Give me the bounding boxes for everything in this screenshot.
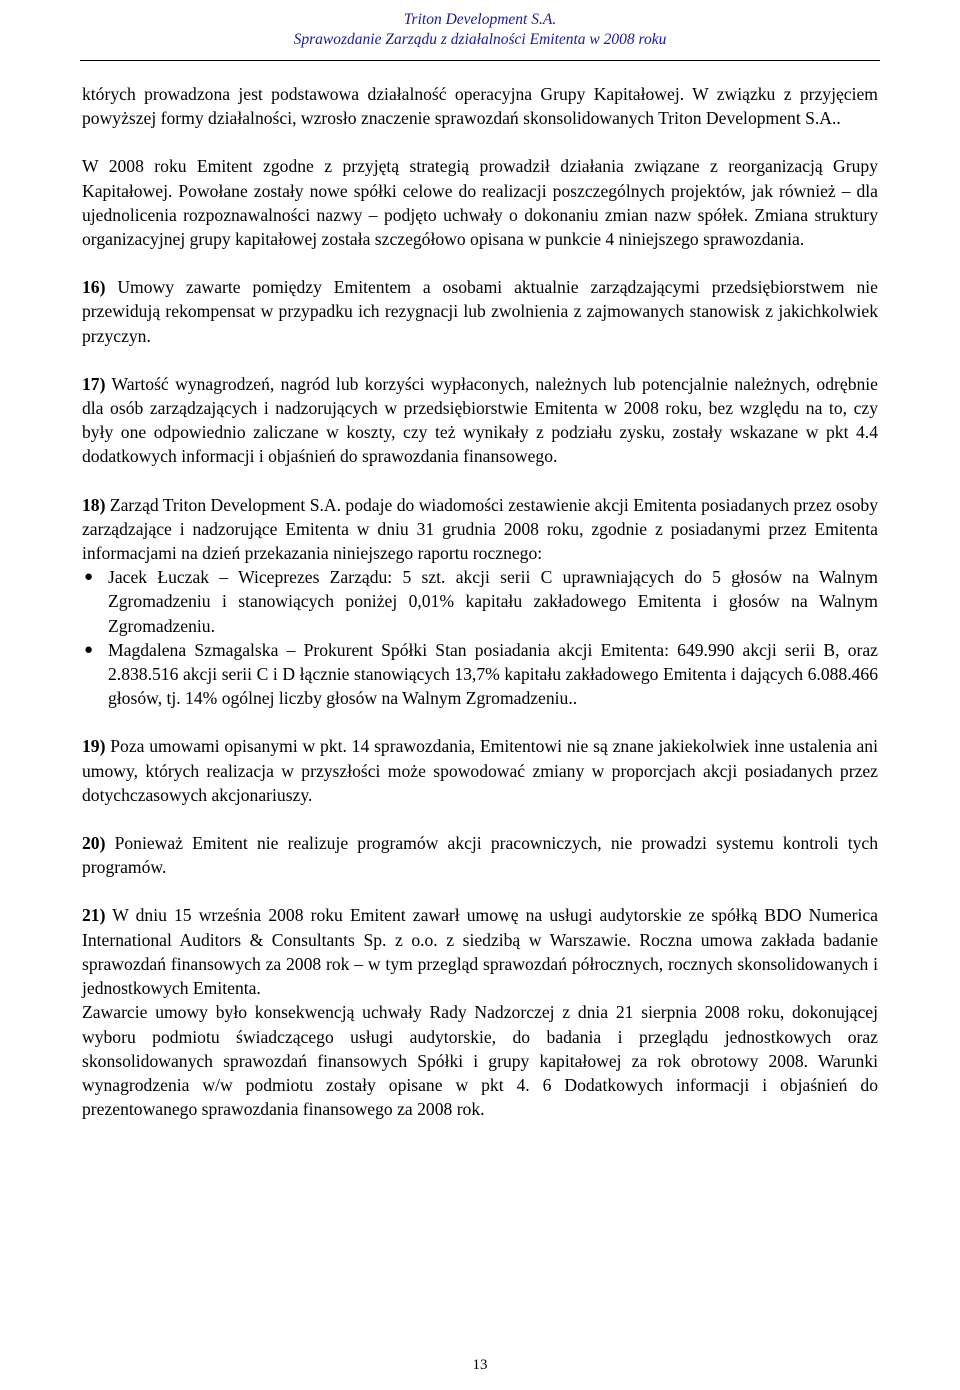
section-20 (82, 831, 878, 879)
section-21-number: 21) (82, 905, 106, 926)
section-19-text: Poza umowami opisanymi w pkt. 14 sprawozdania, Emitentowi nie są znane jakiekolwiek inne ustalenia ani umowy, których realizacja w przyszłości może spowodować zmiany w proporcjach akcji posiadanych przez dotychczasowych akcjonariuszy. (82, 736, 878, 805)
paragraph-group-structure: których prowadzona jest podstawowa działalność operacyjna Grupy Kapitałowej. W związku z przyjęciem powyższej formy działalności, wzrosło znaczenie sprawozdań skonsolidowanych Triton Development S.A.. (82, 84, 878, 129)
paragraph-reorganization: W 2008 roku Emitent zgodne z przyjętą strategią prowadził działania związane z reorganizacją Grupy Kapitałowej. Powołane zostały nowe spółki celowe do realizacji poszczególnych projektów, jak również – dla ujednolicenia rozpoznawalności nazwy – podjęto uchwały o dokonaniu zmian nazw spółek. Zmiana struktury organizacyjnej grupy kapitałowej została szczegółowo opisana w punkcie 4 niniejszego sprawozdania. (82, 156, 878, 250)
bullet-icon: ● (84, 641, 94, 658)
page-header (0, 10, 960, 50)
document-body (82, 82, 878, 1145)
section-21 (82, 903, 878, 1000)
section-19 (82, 734, 878, 807)
header-company: Triton Development S.A. (403, 11, 557, 28)
section-17-text: Wartość wynagrodzeń, nagród lub korzyści wypłaconych, należnych lub potencjalnie należnych, odrębnie dla osób zarządzających i nadzorujących w przedsiębiorstwie Emitenta w 2008 roku, bez względu na to, czy były one odpowiednio zaliczane w koszty, czy też wynikały z podziału zysku, zostały wskazane w pkt 4.4 dodatkowych informacji i objaśnień do sprawozdania finansowego. (82, 373, 878, 467)
section-18-text: Zarząd Triton Development S.A. podaje do wiadomości zestawienie akcji Emitenta posiadanych przez osoby zarządzające i nadzorujące Emitenta w dniu 31 grudnia 2008 roku, zgodnie z posiadanymi przez Emitenta informacjami na dzień przekazania niniejszego raportu rocznego: (82, 494, 878, 564)
page-number: 13 (472, 1357, 488, 1373)
bullet-icon: ● (84, 569, 94, 586)
section-18 (82, 493, 878, 566)
shareholders-list (82, 565, 878, 710)
section-21-text: W dniu 15 września 2008 roku Emitent zawarł umowę na usługi audytorskie ze spółką BDO Numerica International Auditors & Consultants Sp. z o.o. z siedzibą w Warszawie. Roczna umowa zakłada badanie sprawozdań finansowych za 2008 rok – w tym przegląd sprawozdań półrocznych, rocznych skonsolidowanych i jednostkowych Emitenta. (82, 905, 878, 999)
section-16-number: 16) (82, 277, 106, 298)
header-divider (80, 60, 880, 61)
section-16-text: Umowy zawarte pomiędzy Emitentem a osobami aktualnie zarządzającymi przedsiębiorstwem nie przewidują rekompensat w przypadku ich rezygnacji lub zwolnienia z zajmowanych stanowisk z jakichkolwiek przyczyn. (82, 277, 878, 346)
section-20-number: 20) (82, 833, 106, 854)
list-item (82, 565, 878, 638)
header-report-title: Sprawozdanie Zarządu z działalności Emitenta w 2008 roku (293, 31, 667, 48)
section-21-continued: Zawarcie umowy było konsekwencją uchwały Rady Nadzorczej z dnia 21 sierpnia 2008 roku, dokonującej wyboru podmiotu świadczącego usługi audytorskie, do badania i przeglądu jednostkowych oraz skonsolidowanych sprawozdań finansowych Spółki i grupy kapitałowej za rok obrotowy 2008. Warunki wynagrodzenia w/w podmiotu zostały opisane w pkt 4. 6 Dodatkowych informacji i objaśnień do prezentowanego sprawozdania finansowego za 2008 rok. (82, 1002, 878, 1120)
section-18-number: 18) (82, 494, 106, 515)
list-item-text: Magdalena Szmagalska – Prokurent Spółki Stan posiadania akcji Emitenta: 649.990 akcji serii B, oraz 2.838.516 akcji serii C i D łącznie stanowiących 13,7% kapitału zakładowego Emitenta i dających 6.088.466 głosów, tj. 14% ogólnej liczby głosów na Walnym Zgromadzeniu.. (108, 639, 878, 709)
section-17-number: 17) (82, 373, 106, 394)
section-17 (82, 372, 878, 469)
list-item-text: Jacek Łuczak – Wiceprezes Zarządu: 5 szt. akcji serii C uprawniających do 5 głosów na Walnym Zgromadzeniu i stanowiących poniżej 0,01% kapitału zakładowego Emitenta i głosów na Walnym Zgromadzeniu. (108, 567, 878, 636)
list-item (82, 638, 878, 711)
section-19-number: 19) (82, 736, 106, 757)
section-16 (82, 275, 878, 348)
section-20-text: Ponieważ Emitent nie realizuje programów akcji pracowniczych, nie prowadzi systemu kontroli tych programów. (82, 833, 878, 878)
